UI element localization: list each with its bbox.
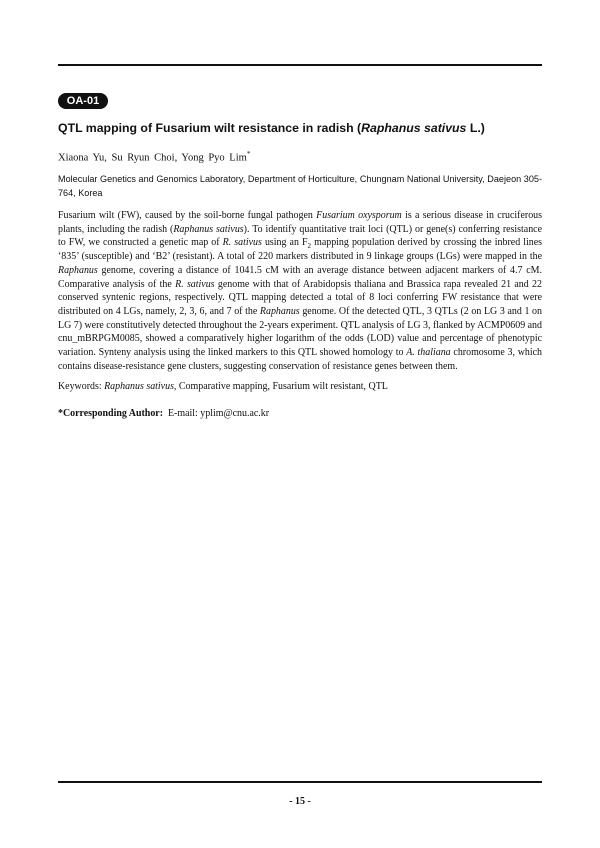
title-main: QTL mapping of Fusarium wilt resistance in radish ( — [58, 121, 362, 135]
abstract-text: chromosome 3, which contains disease-resistance gene clusters, suggesting conservation of resistance genes between them. — [58, 347, 543, 372]
abstract-body — [58, 209, 542, 373]
affiliation: Molecular Genetics and Genomics Laboratory, Department of Horticulture, Chungnam National University, Daejeon 305-764, Korea — [58, 174, 542, 198]
abstract-text: genome, covering a distance of 1041.5 cM with an average distance between adjacent markers of 4.7 cM. Comparative analysis of the — [58, 264, 542, 290]
abstract-subscript: 2 — [307, 242, 312, 251]
keywords-label: Keywords: — [58, 381, 105, 392]
corresponding-author — [58, 407, 542, 421]
page-number: - 15 - — [289, 796, 311, 807]
keywords — [58, 380, 542, 394]
author-list — [58, 147, 542, 166]
abstract-text: ). To identify quantitative trait loci (QTL) or gene(s) conferring resistance to FW, we constructed a genetic map of — [58, 223, 542, 249]
abstract-text: genome. Of the detected QTL, 3 QTLs (2 on LG 3 and 1 on LG 7) were constitutively detected throughout the 2-years experiment. QTL analysis of LG 3, flanked by ACMP0609 and cnu_mBRPGM0085, showed a comparatively higher logarithm of the odds (LOD) value and percentage of phenotypic variation. Synteny analysis using the linked markers to this QTL showed homology to — [58, 305, 542, 359]
paper-title — [58, 120, 542, 136]
corresponding-label: *Corresponding Author: — [58, 408, 164, 419]
title-tail: L.) — [466, 121, 485, 135]
abstract-text: is a serious disease in cruciferous plants, including the radish ( — [58, 210, 543, 235]
abstract-italic: A. thaliana — [406, 347, 451, 359]
corresponding-mark: * — [246, 150, 251, 158]
abstract-text: mapping population derived by crossing the inbred lines ‘835’ (susceptible) and ‘B2’ (resistant). A total of 220 markers distributed in 9 linkage groups (LGs) were mapped in the — [58, 237, 543, 263]
keywords-list: Comparative mapping, Fusarium wilt resistant, QTL — [176, 381, 388, 392]
corresponding-email: E-mail: yplim@cnu.ac.kr — [167, 408, 270, 419]
keywords-italic: Raphanus sativus, — [104, 381, 177, 392]
abstract-italic: R. sativus — [222, 237, 262, 249]
header-rule — [58, 64, 542, 66]
abstract-italic: Raphanus — [58, 264, 98, 276]
abstract-id-badge: OA-01 — [58, 93, 108, 109]
footer-rule — [58, 781, 542, 783]
abstract-italic: Raphanus sativus — [173, 223, 244, 235]
abstract-italic: Fusarium oxysporum — [316, 210, 402, 221]
abstract-italic: R. sativus — [175, 278, 215, 290]
abstract-text: genome with that of Arabidopsis thaliana and Brassica rapa revealed 21 and 22 conserved syntenic regions, respectively. QTL mapping detected a total of 8 loci conferring FW resistance that were distributed on 4 LGs, namely, 2, 3, 6, and 7 of the — [58, 278, 542, 317]
title-species: Raphanus sativus — [361, 121, 467, 135]
author-names: Xiaona Yu, Su Ryun Choi, Yong Pyo Lim — [58, 152, 247, 164]
abstract-text: using an F — [261, 237, 308, 249]
abstract-text: Fusarium wilt (FW), caused by the soil-borne fungal pathogen — [58, 210, 317, 221]
abstract-italic: Raphanus — [259, 305, 300, 317]
